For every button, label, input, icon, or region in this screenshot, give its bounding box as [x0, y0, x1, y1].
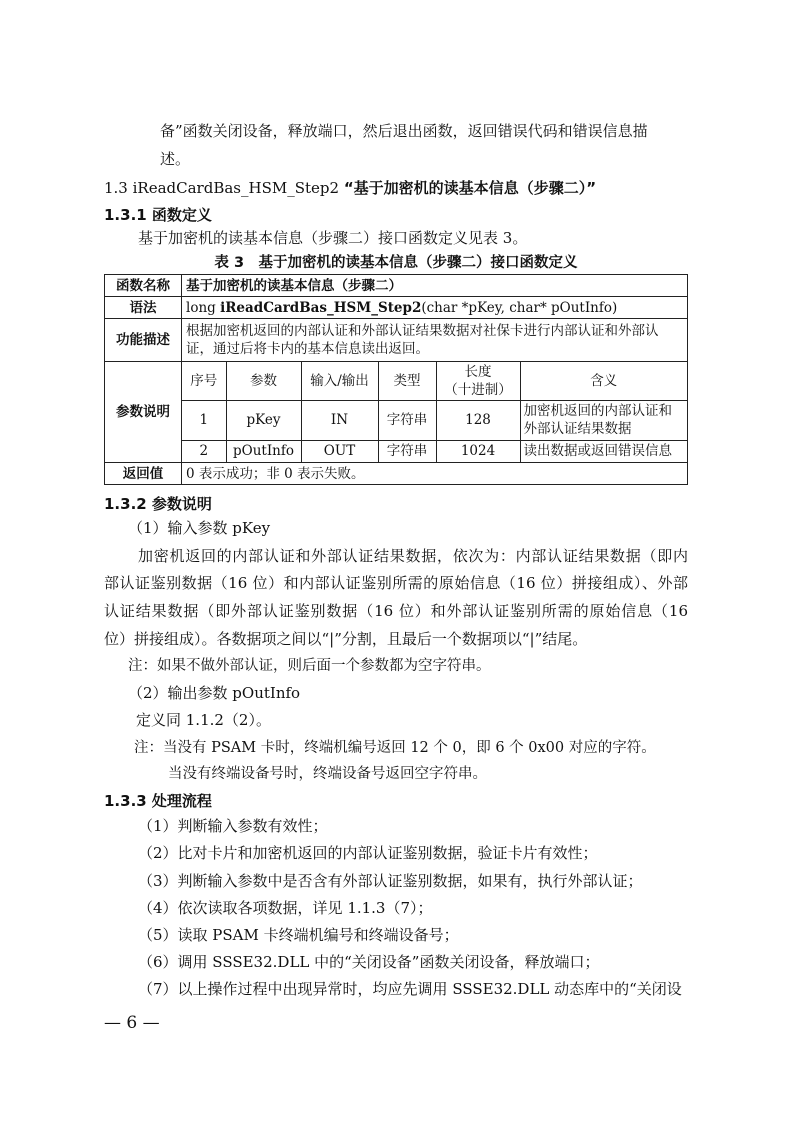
param-row: [182, 440, 687, 462]
paragraph-line: 加密机返回的内部认证和外部认证结果数据，依次为：内部认证结果数据（即内: [138, 547, 688, 565]
param-header-row: [182, 362, 687, 400]
table-label-return: 返回值: [105, 463, 182, 485]
body-line: 备”函数关闭设备，释放端口，然后退出函数，返回错误代码和错误信息描: [160, 122, 648, 140]
param-subtable: [182, 362, 687, 462]
output-param-heading: （2）输出参数 pOutInfo: [128, 684, 301, 702]
param-io: IN: [301, 400, 378, 440]
table-value-syntax: [182, 297, 688, 319]
param-header: 含义: [520, 362, 687, 400]
table-row: [105, 463, 688, 485]
description-line: 证，通过后将卡内的基本信息读出返回。: [186, 341, 429, 357]
paragraph-line: 位）拼接组成）。各数据项之间以“|”分割，且最后一个数据项以“|”结尾。: [104, 630, 588, 648]
paragraph-line: 部认证鉴别数据（16 位）和内部认证鉴别所需的原始信息（16 位）拼接组成）、外部: [104, 574, 688, 592]
note-line: 注：如果不做外部认证，则后面一个参数都为空字符串。: [128, 658, 491, 674]
table-value-description: [182, 319, 688, 362]
body-line: 述。: [160, 150, 191, 168]
note-line: 当没有终端设备号时，终端设备号返回空字符串。: [168, 766, 487, 782]
param-length: 128: [436, 400, 520, 440]
param-header-length-unit: （十进制）: [444, 381, 512, 398]
process-step: （5）读取 PSAM 卡终端机编号和终端设备号；: [138, 926, 459, 944]
table-label-description: 功能描述: [105, 319, 182, 362]
param-name: pKey: [226, 400, 301, 440]
param-meaning: 读出数据或返回错误信息: [520, 440, 687, 462]
note-line: 注：当没有 PSAM 卡时，终端机编号返回 12 个 0，即 6 个 0x00 对应的字符。: [134, 740, 656, 756]
param-header-length: 长度: [464, 363, 492, 380]
process-step: （3）判断输入参数中是否含有外部认证鉴别数据，如果有，执行外部认证；: [138, 872, 643, 890]
param-meaning-line: 外部认证结果数据: [523, 421, 632, 437]
table-value-name: 基于加密机的读基本信息（步骤二）: [182, 275, 688, 297]
process-step: （2）比对卡片和加密机返回的内部认证鉴别数据，验证卡片有效性；: [138, 844, 598, 862]
syntax-function: iReadCardBas_HSM_Step2: [220, 299, 422, 316]
param-type: 字符串: [378, 440, 436, 462]
process-step: （1）判断输入参数有效性；: [138, 817, 328, 835]
section-function-name: 1.3 iReadCardBas_HSM_Step2: [104, 179, 340, 197]
param-row: [182, 400, 687, 440]
subsection-heading-1-3-1: 1.3.1 函数定义: [104, 206, 212, 224]
param-header: [436, 362, 520, 400]
param-meaning: [520, 400, 687, 440]
paragraph-line: 认证结果数据（即外部认证鉴别数据（16 位）和外部认证鉴别所需的原始信息（16: [104, 602, 688, 620]
page-number: — 6 —: [104, 1013, 160, 1033]
section-heading-1-3: [104, 178, 596, 198]
function-definition-table: [104, 274, 688, 485]
subsection-heading-1-3-3: 1.3.3 处理流程: [104, 792, 212, 810]
table-value-return: 0 表示成功；非 0 表示失败。: [182, 463, 688, 485]
param-io: OUT: [301, 440, 378, 462]
param-header: 输入/输出: [301, 362, 378, 400]
definition-paragraph: 基于加密机的读基本信息（步骤二）接口函数定义见表 3。: [138, 229, 528, 247]
description-line: 根据加密机返回的内部认证和外部认证结果数据对社保卡进行内部认证和外部认: [186, 323, 659, 339]
param-name: pOutInfo: [226, 440, 301, 462]
param-meaning-line: 加密机返回的内部认证和: [523, 403, 672, 419]
table-row: [105, 275, 688, 297]
section-title: “基于加密机的读基本信息（步骤二）”: [343, 179, 597, 197]
param-subtable-cell: [182, 362, 688, 463]
table-caption: 表 3 基于加密机的读基本信息（步骤二）接口函数定义: [214, 255, 578, 271]
input-param-heading: （1）输入参数 pKey: [128, 519, 271, 537]
param-header: 序号: [182, 362, 226, 400]
param-type: 字符串: [378, 400, 436, 440]
table-row: [105, 319, 688, 362]
process-step: （4）依次读取各项数据，详见 1.1.3（7）；: [138, 899, 433, 917]
table-row: [105, 362, 688, 463]
table-row: [105, 297, 688, 319]
subsection-heading-1-3-2: 1.3.2 参数说明: [104, 495, 212, 513]
syntax-args: (char *pKey, char* pOutInfo): [421, 299, 618, 316]
table-label-name: 函数名称: [105, 275, 182, 297]
process-step: （6）调用 SSSE32.DLL 中的“关闭设备”函数关闭设备，释放端口；: [138, 953, 600, 971]
param-header: 参数: [226, 362, 301, 400]
param-no: 2: [182, 440, 226, 462]
syntax-prefix: long: [186, 299, 221, 316]
table-label-syntax: 语法: [105, 297, 182, 319]
process-step: （7）以上操作过程中出现异常时，均应先调用 SSSE32.DLL 动态库中的“关闭设: [138, 980, 682, 998]
table-label-params: 参数说明: [105, 362, 182, 463]
param-header: 类型: [378, 362, 436, 400]
param-length: 1024: [436, 440, 520, 462]
param-no: 1: [182, 400, 226, 440]
definition-reference: 定义同 1.1.2（2）。: [136, 711, 271, 729]
